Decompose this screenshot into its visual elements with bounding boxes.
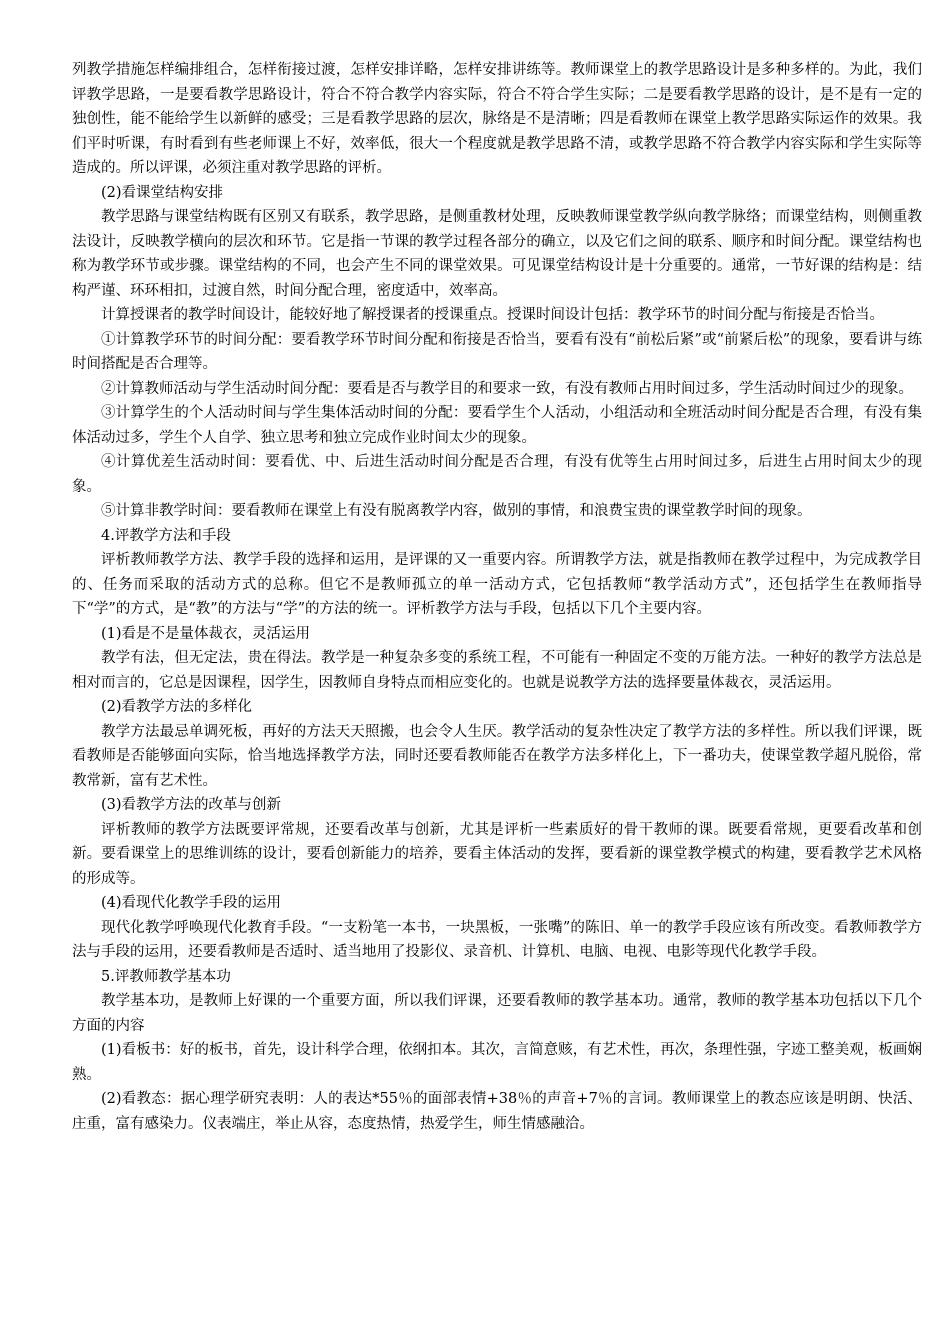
paragraph-reform-innovation: 评析教师的教学方法既要评常规，还要看改革与创新，尤其是评析一些素质好的骨干教师的课。既要看常规，更要看改革和创新。要看课堂上的思维训练的设计，要看创新能力的培养，要看主体活动的发挥，要看新的课堂教学模式的构建，要看教学艺术风格的形成等。 [72,821,922,887]
heading-methods-and-means: 4.评教学方法和手段 [101,527,231,544]
list-item-time-1: ①计算教学环节的时间分配：要看教学环节时间分配和衔接是否恰当，要看有没有“前松后紧”或“前紧后松”的现象，要看讲与练时间搭配是否合理等。 [72,331,922,372]
paragraph-flexible-use: 教学有法，但无定法，贵在得法。教学是一种复杂多变的系统工程，不可能有一种固定不变的万能方法。一种好的教学方法总是相对而言的，它总是因课程，因学生，因教师自身特点而相应变化的。也就是说教学方法的选择要量体裁衣，灵活运用。 [72,650,922,691]
paragraph-method-diversity: 教学方法最忌单调死板，再好的方法天天照搬，也会令人生厌。教学活动的复杂性决定了教学方法的多样性。所以我们评课，既看教师是否能够面向实际，恰当地选择教学方法，同时还要看教师能否在教学方法多样化上，下一番功夫，使课堂教学超凡脱俗，常教常新，富有艺术性。 [72,723,922,789]
list-item-time-5: ⑤计算非教学时间：要看教师在课堂上有没有脱离教学内容，做别的事情，和浪费宝贵的课堂教学时间的现象。 [101,503,812,519]
heading-modern-means: (4)看现代化教学手段的运用 [101,895,282,911]
paragraph-structure-relation: 教学思路与课堂结构既有区别又有联系，教学思路，是侧重教材处理，反映教师课堂教学纵向教学脉络；而课堂结构，则侧重教法设计，反映教学横向的层次和环节。它是指一节课的教学过程各部分的确立，以及它们之间的联系、顺序和时间分配。课堂结构也称为教学环节或步骤。课堂结构的不同，也会产生不同的课堂效果。可见课堂结构设计是十分重要的。通常，一节好课的结构是：结构严谨、环环相扣，过渡自然，时间分配合理，密度适中，效率高。 [72,209,922,299]
list-item-demeanor: (2)看教态：据心理学研究表明：人的表达*55％的面部表情+38％的声音+7％的言词。教师课堂上的教态应该是明朗、快活、庄重，富有感染力。仪表端庄，举止从容，态度热情，热爱学生，师生情感融洽。 [72,1091,922,1132]
paragraph-modern-means: 现代化教学呼唤现代化教育手段。“一支粉笔一本书，一块黑板，一张嘴”的陈旧、单一的教学手段应该有所改变。看教师教学方法与手段的运用，还要看教师是否适时、适当地用了投影仪、录音机、计算机、电脑、电视、电影等现代化教学手段。 [72,919,922,960]
list-item-blackboard: (1)看板书：好的板书，首先，设计科学合理，依纲扣本。其次，言简意赅，有艺术性，再次，条理性强，字迹工整美观，板画娴熟。 [72,1042,922,1083]
list-item-time-2: ②计算教师活动与学生活动时间分配：要看是否与教学目的和要求一致，有没有教师占用时间过多，学生活动时间过少的现象。 [101,380,913,397]
paragraph-teaching-ideas: 列教学措施怎样编排组合，怎样衔接过渡，怎样安排详略，怎样安排讲练等。教师课堂上的教学思路设计是多种多样的。为此，我们评教学思路，一是要看教学思路设计，符合不符合教学内容实际，符合不符合学生实际；二是要看教学思路的设计，是不是有一定的独创性，能不能给学生以新鲜的感受；三是看教学思路的层次，脉络是不是清晰；四是看教师在课堂上教学思路实际运作的效果。我们平时听课，有时看到有些老师课上不好，效率低，很大一个程度就是教学思路不清，或教学思路不符合教学内容实际和学生实际等造成的。所以评课，必须注重对教学思路的评析。 [72,62,922,176]
heading-classroom-structure: (2)看课堂结构安排 [101,184,224,201]
heading-flexible-use: (1)看是不是量体裁衣，灵活运用 [101,625,311,642]
heading-method-diversity: (2)看教学方法的多样化 [101,699,253,715]
heading-basic-skills: 5.评教师教学基本功 [101,968,231,985]
heading-reform-innovation: (3)看教学方法的改革与创新 [101,797,282,813]
paragraph-time-design: 计算授课者的教学时间设计，能较好地了解授课者的授课重点。授课时间设计包括：教学环节的时间分配与衔接是否恰当。 [101,307,884,323]
paragraph-methods-intro: 评析教师教学方法、教学手段的选择和运用，是评课的又一重要内容。所谓教学方法，就是指教师在教学过程中，为完成教学目的、任务而采取的活动方式的总称。但它不是教师孤立的单一活动方式，它包括教师“教学活动方式”，还包括学生在教师指导下“学”的方式，是“教”的方法与“学”的方法的统一。评析教学方法与手段，包括以下几个主要内容。 [72,552,922,617]
paragraph-basic-skills: 教学基本功，是教师上好课的一个重要方面，所以我们评课，还要看教师的教学基本功。通常，教师的教学基本功包括以下几个方面的内容 [72,993,922,1034]
document-page [72,58,922,1136]
list-item-time-4: ④计算优差生活动时间：要看优、中、后进生活动时间分配是否合理，有没有优等生占用时间过多，后进生占用时间太少的现象。 [72,454,922,495]
list-item-time-3: ③计算学生的个人活动时间与学生集体活动时间的分配：要看学生个人活动，小组活动和全班活动时间分配是否合理，有没有集体活动过多，学生个人自学、独立思考和独立完成作业时间太少的现象。 [72,405,922,446]
